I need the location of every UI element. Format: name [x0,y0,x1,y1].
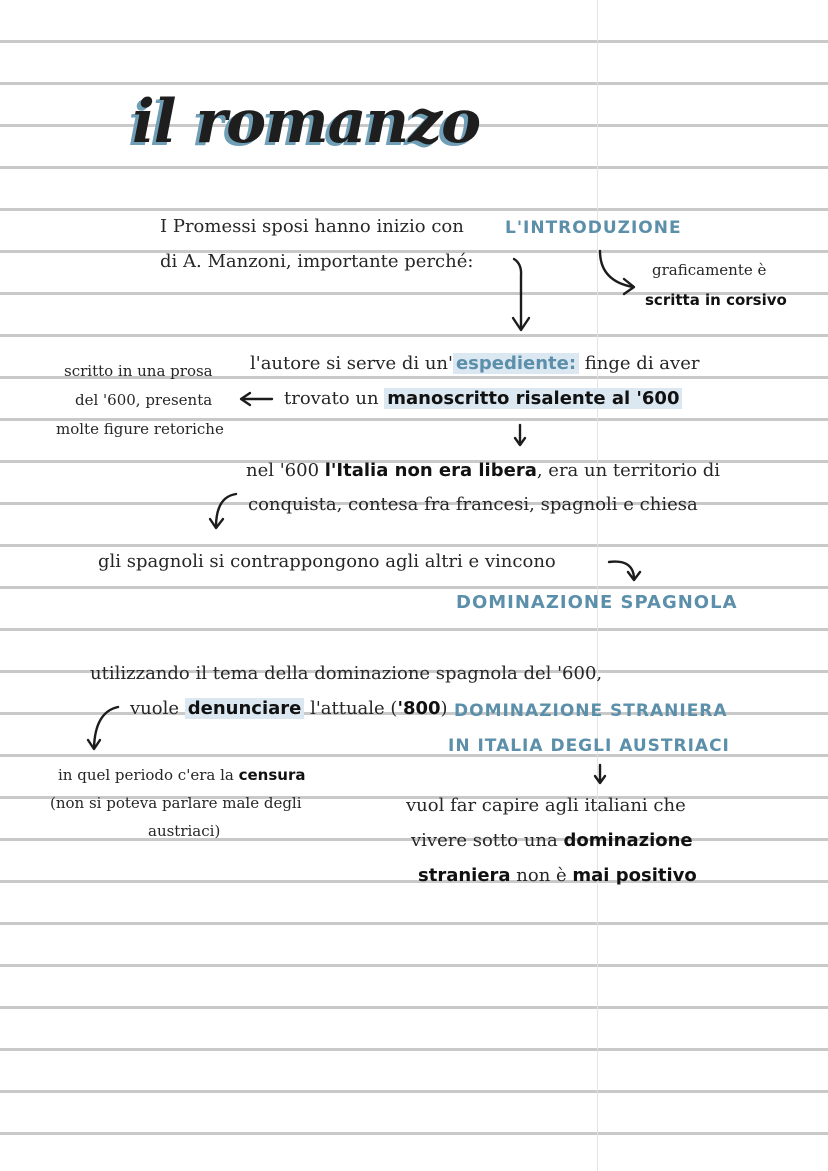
corsivo-note-line-1: graficamente è [652,261,767,279]
arrow-down-manoscritto-icon [515,425,525,445]
spagnoli-line: gli spagnoli si contrappongono agli altri e vincono [98,551,556,572]
arrow-down-austriaci-icon [595,765,605,783]
censura-bold: censura [238,766,306,784]
intro-line-1-text: I Promessi sposi hanno inizio con [160,216,464,237]
austriaci-keyword: IN ITALIA DEGLI AUSTRIACI [448,736,730,756]
intro-line-2: di A. Manzoni, importante perché: [160,251,474,272]
prosa-note-line-1: scritto in una prosa [64,362,213,380]
prosa-note-line-3: molte figure retoriche [56,420,224,438]
prosa-note-line-2: del '600, presenta [75,391,213,409]
censura-text: in quel periodo c'era la [58,766,239,784]
espediente-highlight: espediente: [453,353,579,374]
page-title: il romanzo [132,87,481,157]
conclusione-text-b: non è [510,865,573,886]
censura-note-line-3: austriaci) [148,822,221,840]
arrow-curve-spagnola-icon [609,562,640,580]
manoscritto-highlight: manoscritto risalente al '600 [384,388,682,409]
manoscritto-text: trovato un [284,388,385,409]
denunciare-highlight: denunciare [185,698,305,719]
denuncia-line-1: utilizzando il tema della dominazione spagnola del '600, [90,663,603,684]
arrow-down-intro-icon [513,259,529,330]
italia-line-2: conquista, contesa fra francesi, spagnoli e chiesa [248,494,698,515]
italia-bold: l'Italia non era libera [324,460,537,481]
arrow-left-prosa-icon [241,393,272,405]
ottocento-bold: '800 [397,698,441,719]
conclusione-line-1: vuol far capire agli italiani che [406,795,686,816]
intro-keyword: L'INTRODUZIONE [505,218,682,238]
espediente-text-b: finge di aver [579,353,700,374]
arrow-curve-conquista-icon [210,494,236,528]
straniera-bold: straniera [418,865,511,886]
denuncia-text-b: l'attuale ( [304,698,398,719]
mai-positivo-bold: mai positivo [572,865,697,886]
corsivo-note-bold: scritta in corsivo [645,291,787,309]
denuncia-text-c: ) [440,698,448,719]
dominazione-spagnola-keyword: DOMINAZIONE SPAGNOLA [456,592,738,613]
italia-text-a: nel '600 [246,460,325,481]
censura-note-line-2: (non si poteva parlare male degli [50,794,302,812]
conclusione-text-a: vivere sotto una [411,830,564,851]
italia-text-b: , era un territorio di [536,460,721,481]
espediente-text-a: l'autore si serve di un' [250,353,453,374]
denuncia-text-a: vuole [130,698,185,719]
dominazione-straniera-keyword: DOMINAZIONE STRANIERA [454,701,728,721]
arrow-curve-corsivo-icon [600,251,634,294]
arrow-curve-censura-icon [88,707,118,749]
dominazione-bold: dominazione [563,830,693,851]
